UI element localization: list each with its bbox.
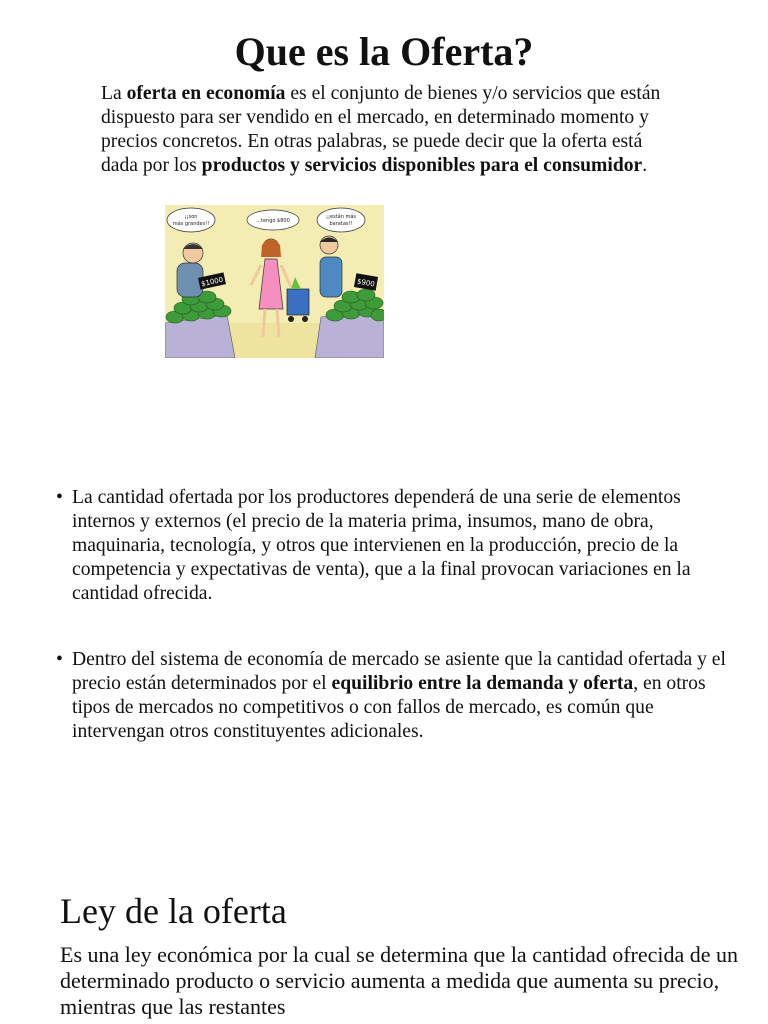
bullet-item-economia-mercado <box>56 648 732 744</box>
svg-text:¡¡están más: ¡¡están más <box>325 214 357 220</box>
svg-text:baratas!!: baratas!! <box>329 221 353 227</box>
bullet-item-cantidad-ofertada <box>56 486 732 606</box>
ley-oferta-paragraph: Es una ley económica por la cual se determina que la cantidad ofrecida de un determinado producto o servicio aumenta a medida que aumenta su precio, mientras que las restantes <box>60 942 739 1019</box>
bullet-2-bold: equilibrio entre la demanda y oferta <box>331 673 634 694</box>
intro-text-3: . <box>642 155 648 176</box>
price-left-text: $1000 <box>200 275 224 289</box>
section-heading-ley-oferta: Ley de la oferta <box>60 891 287 931</box>
intro-bold-1: oferta en economía <box>126 83 286 104</box>
bullet-2-text-1: Dentro del sistema de economía de mercado se asiente que la cantidad ofertada y el precio están determinados por el <box>72 649 726 694</box>
speech-bubble-left <box>167 208 215 232</box>
page-title: Que es la Oferta? <box>234 29 534 74</box>
bubble-middle-text: ...tengo $800 <box>256 218 290 224</box>
bullet-marker: • <box>56 487 63 508</box>
bullet-marker: • <box>56 649 63 670</box>
bullet-1-text: La cantidad ofertada por los productores dependerá de una serie de elementos internos y externos (el precio de la materia prima, insumos, mano de obra, maquinaria, tecnología, y otros que intervienen en la producción, precio de la competencia y expectativas de venta), que a la final provocan variaciones en la cantidad ofrecida. <box>72 487 691 604</box>
intro-bold-2: productos y servicios disponibles para el consumidor <box>201 155 643 176</box>
intro-paragraph <box>101 82 681 178</box>
intro-text-2: es el conjunto de bienes y/o servicios que están dispuesto para ser vendido en el mercado, en determinado momento y precios concretos. En otras palabras, se puede decir que la oferta está dada por los <box>101 83 661 176</box>
svg-text:más grandes!!: más grandes!! <box>172 221 210 227</box>
market-cartoon-illustration <box>165 205 384 358</box>
speech-bubble-middle <box>247 210 299 230</box>
speech-bubble-right <box>317 208 365 232</box>
svg-text:¡¡son: ¡¡son <box>184 214 198 220</box>
bullet-2-text-2: , en otros tipos de mercados no competitivos o con fallos de mercado, es común que intervengan otros constituyentes adicionales. <box>72 673 706 742</box>
intro-text-1: La <box>101 83 127 104</box>
price-right-text: $900 <box>356 277 376 289</box>
